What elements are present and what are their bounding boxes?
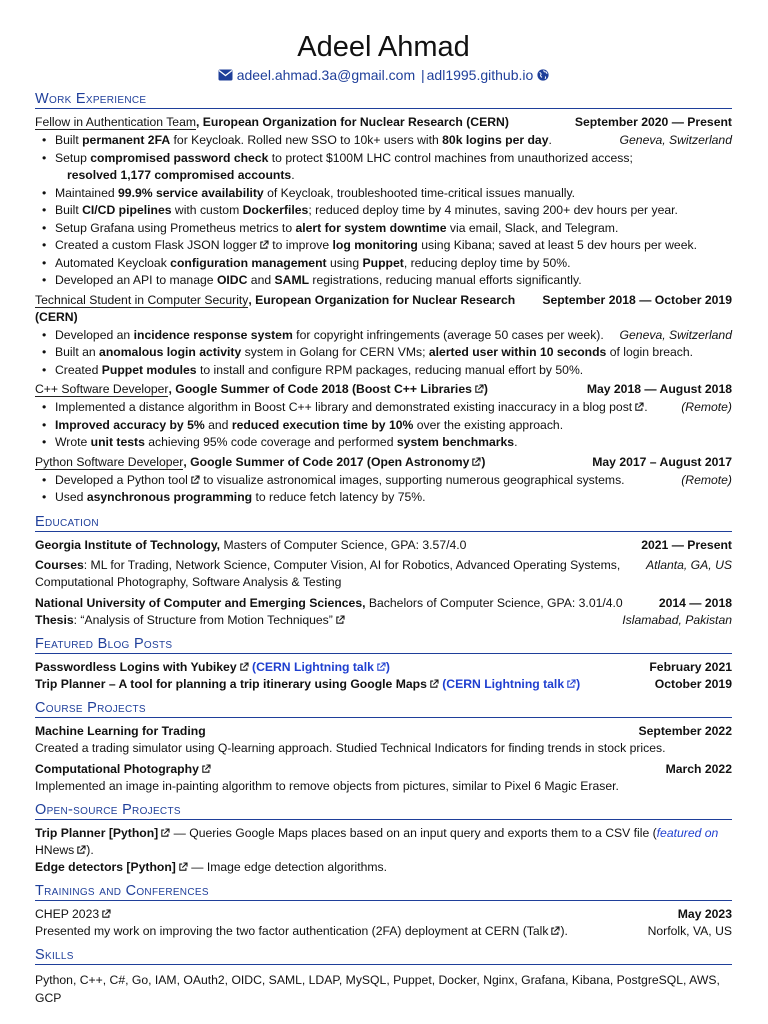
job-dates: May 2017 – August 2017 [592, 454, 732, 469]
course-date: September 2022 [638, 723, 732, 738]
education-detail: Thesis: “Analysis of Structure from Motion Techniques” Islamabad, Pakistan [35, 612, 732, 627]
lightning-talk-link[interactable]: (CERN Lightning talk ) [252, 659, 390, 674]
course-date: March 2022 [665, 761, 732, 776]
job-header [35, 114, 732, 131]
training-entry [35, 906, 732, 923]
job-dates: May 2018 — August 2018 [586, 382, 732, 396]
list-item: • Built permanent 2FA for Keycloak. Rolled new SSO to 10k+ users with 80k logins per day. Geneva, Switzerland [35, 132, 732, 150]
external-link-icon[interactable] [178, 862, 188, 872]
job-dates: September 2020 — Present [574, 115, 732, 129]
job-dates: September 2018 — October 2019 [542, 292, 732, 307]
external-link-icon[interactable] [429, 679, 439, 689]
section-course-projects: Course Projects [35, 700, 732, 718]
course-title-link[interactable]: Computational Photography [35, 761, 199, 776]
course-description: Created a trading simulator using Q-learning approach. Studied Technical Indicators for finding trends in stock prices. [35, 740, 666, 755]
list-item: • Built an anomalous login activity system in Golang for CERN VMs; alerted user within 10 seconds of login breach. [35, 344, 732, 362]
skills-list: Python, C++, C#, Go, IAM, OAuth2, OIDC, SAML, LDAP, MySQL, Puppet, Docker, Nginx, Grafana, Kibana, PostgreSQL, AWS, GCP [35, 972, 720, 1005]
featured-on-link[interactable]: featured on [656, 825, 719, 840]
training-description: Presented my work on improving the two factor authentication (2FA) deployment at CERN (Talk ). Norfolk, VA, US [35, 923, 732, 938]
blog-title-link[interactable]: Passwordless Logins with Yubikey [35, 659, 237, 674]
education-dates: 2021 — Present [641, 537, 732, 552]
python-tool-link[interactable]: Developed a Python tool [55, 472, 188, 487]
envelope-icon [218, 69, 233, 81]
job-role: Technical Student in Computer Security [35, 292, 249, 307]
resume-page [35, 30, 732, 1007]
school-name: National University of Computer and Emerging Sciences, [35, 595, 366, 610]
job-org: , Google Summer of Code 2018 (Boost C++ Libraries [168, 382, 472, 396]
job-bullets [35, 132, 732, 290]
external-link-icon[interactable] [474, 384, 484, 394]
job-location: Geneva, Switzerland [619, 327, 732, 342]
blog-entry [35, 659, 732, 676]
list-item: • Developed an incidence response system for copyright infringements (average 50 cases per week). Geneva, Switzerland [35, 327, 732, 345]
course-description: Implemented an image in-painting algorithm to remove objects from pictures, similar to Pixel 6 Magic Eraser. [35, 778, 619, 793]
external-link-icon[interactable] [160, 828, 170, 838]
course-entry [35, 761, 732, 778]
section-trainings-and-conferences: Trainings and Conferences [35, 883, 732, 901]
globe-icon [537, 69, 549, 81]
list-item: • Setup Grafana using Prometheus metrics to alert for system downtime via email, Slack, and Telegram. [35, 220, 732, 238]
external-link-icon[interactable] [566, 679, 576, 689]
website-link[interactable]: adl1995.github.io [426, 67, 534, 83]
course-entry [35, 723, 732, 740]
job-org: , European Organization for Nuclear Research (CERN) [196, 115, 509, 129]
oss-entry: Edge detectors [Python] — Image edge detection algorithms. [35, 859, 388, 874]
job-header: Python Software Developer, Google Summer of Code 2017 (Open Astronomy ) May 2017 – August 2017 [35, 454, 732, 469]
education-location: Islamabad, Pakistan [622, 612, 732, 627]
external-link-icon[interactable] [76, 845, 86, 855]
oss-title-link[interactable]: Trip Planner [Python] [35, 825, 159, 840]
list-item: • Implemented a distance algorithm in Boost C++ library and demonstrated existing inaccuracy in a blog post . (Remote) [35, 399, 732, 417]
course-title: Machine Learning for Trading [35, 723, 206, 738]
list-item: • Wrote unit tests achieving 95% code coverage and performed system benchmarks. [35, 434, 732, 452]
job-location: Geneva, Switzerland [619, 133, 732, 147]
list-item: • Used asynchronous programming to reduce fetch latency by 75%. [35, 489, 732, 507]
contact-separator: | [421, 67, 425, 83]
job-bullets [35, 472, 732, 507]
list-item: • Created a custom Flask JSON logger to improve log monitoring using Kibana; saved at least 5 dev hours per week. [35, 237, 732, 255]
list-item: • Developed an API to manage OIDC and SAML registrations, reducing manual efforts significantly. [35, 272, 732, 290]
blog-post-link[interactable]: Implemented a distance algorithm in Boost C++ library and demonstrated existing inaccuracy in a blog post [55, 400, 633, 414]
education-detail-cont: Computational Photography, Software Analysis & Testing [35, 574, 342, 589]
school-name: Georgia Institute of Technology, [35, 537, 221, 552]
job-header [35, 292, 732, 326]
blog-title-link[interactable]: Trip Planner – A tool for planning a trip itinerary using Google Maps [35, 676, 427, 691]
external-link-icon[interactable] [239, 662, 249, 672]
list-item: • Maintained 99.9% service availability of Keycloak, troubleshooted time-critical issues manually. [35, 185, 732, 203]
training-date: May 2023 [677, 906, 732, 921]
section-education: Education [35, 514, 732, 532]
job-role: Python Software Developer [35, 454, 184, 469]
external-link-icon[interactable] [190, 475, 200, 485]
section-work-experience: Work Experience [35, 91, 732, 109]
list-item: • Developed a Python tool to visualize astronomical images, supporting numerous geographical systems. (Remote) [35, 472, 732, 490]
list-item: • Automated Keycloak configuration management using Puppet, reducing deploy time by 50%. [35, 255, 732, 273]
list-item: • Created Puppet modules to install and configure RPM packages, reducing manual effort by 50%. [35, 362, 732, 380]
oss-title-link[interactable]: Edge detectors [Python] [35, 859, 176, 874]
degree: Masters of Computer Science, GPA: 3.57/4.0 [220, 537, 467, 552]
contact-line [35, 66, 732, 84]
education-detail: Courses: ML for Trading, Network Science, Computer Vision, AI for Robotics, Advanced Operating Systems, Atlanta, GA, US [35, 557, 732, 572]
candidate-name: Adeel Ahmad [297, 31, 470, 63]
job-bullets [35, 399, 732, 452]
external-link-icon[interactable] [259, 240, 269, 250]
education-location: Atlanta, GA, US [645, 557, 732, 572]
external-link-icon[interactable] [550, 926, 560, 936]
list-item: • Improved accuracy by 5% and reduced execution time by 10% over the existing approach. [35, 417, 732, 435]
email-link[interactable]: adeel.ahmad.3a@gmail.com [236, 67, 416, 83]
job-location: (Remote) [681, 400, 732, 414]
section-skills: Skills [35, 947, 732, 965]
education-entry [35, 595, 732, 612]
blog-date: February 2021 [649, 659, 732, 674]
logger-link[interactable]: Created a custom Flask JSON logger [55, 238, 257, 252]
section-featured-blog-posts: Featured Blog Posts [35, 636, 732, 654]
external-link-icon[interactable] [471, 457, 481, 467]
blog-date: October 2019 [654, 676, 732, 691]
list-item: • Built CI/CD pipelines with custom Dockerfiles; reduced deploy time by 4 minutes, saving 200+ dev hours per year. [35, 202, 732, 220]
job-header: C++ Software Developer, Google Summer of Code 2018 (Boost C++ Libraries ) May 2018 — August 2018 [35, 382, 732, 396]
education-dates: 2014 — 2018 [658, 595, 732, 610]
job-role: Fellow in Authentication Team [35, 115, 197, 129]
section-open-source-projects: Open-source Projects [35, 802, 732, 820]
external-link-icon[interactable] [101, 909, 111, 919]
job-org: , European Organization for Nuclear Research (CERN) [35, 292, 516, 324]
job-location: (Remote) [681, 472, 732, 487]
education-entry [35, 537, 732, 554]
external-link-icon[interactable] [201, 764, 211, 774]
job-bullets [35, 327, 732, 380]
thesis-link[interactable]: : “Analysis of Structure from Motion Techniques” [73, 612, 333, 627]
external-link-icon[interactable] [634, 402, 644, 412]
training-title-link[interactable]: CHEP 2023 [35, 906, 100, 921]
blog-entry [35, 676, 732, 693]
external-link-icon[interactable] [335, 615, 345, 625]
lightning-talk-link[interactable]: (CERN Lightning talk ) [442, 676, 581, 691]
job-org: , Google Summer of Code 2017 (Open Astronomy [183, 454, 470, 469]
job-role: C++ Software Developer [35, 382, 169, 396]
degree: Bachelors of Computer Science, GPA: 3.01/4.0 [365, 595, 623, 610]
list-item: • Setup compromised password check to protect $100M LHC control machines from unauthorized access; resolved 1,177 compromised accounts. [35, 150, 732, 185]
external-link-icon[interactable] [376, 662, 386, 672]
training-location: Norfolk, VA, US [647, 923, 732, 938]
oss-entry: Trip Planner [Python] — Queries Google Maps places based on an input query and exports them to a CSV file (featured on HNews ). [35, 825, 719, 857]
